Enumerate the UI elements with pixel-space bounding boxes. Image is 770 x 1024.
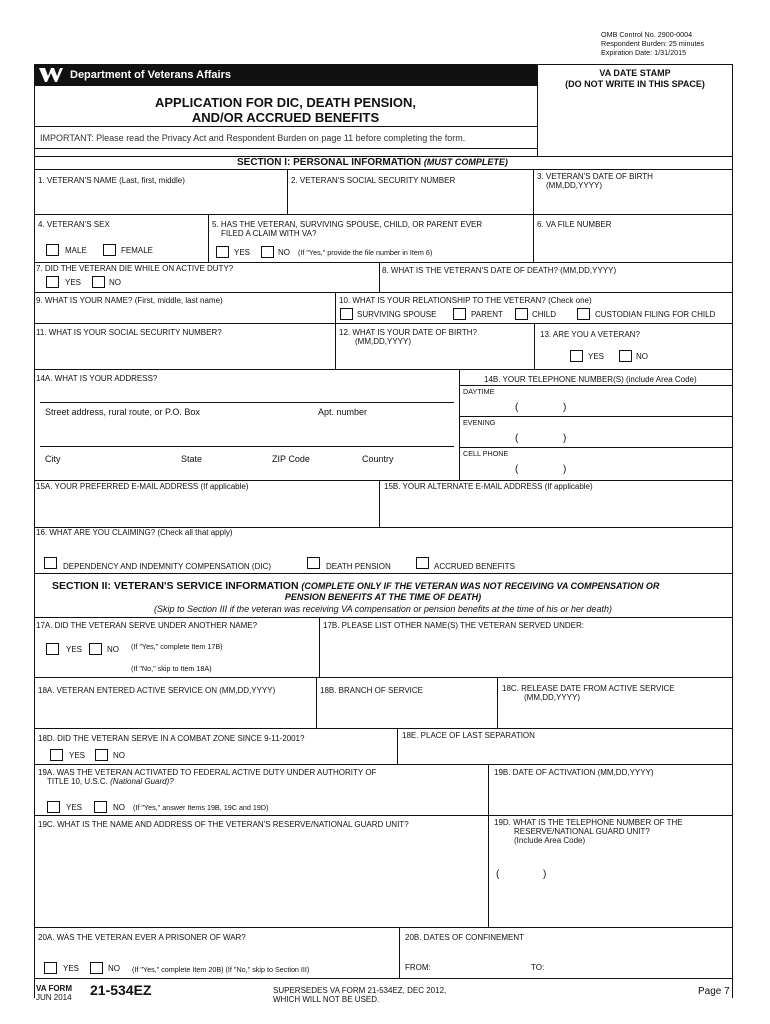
zip-code-caption: ZIP Code (272, 454, 310, 464)
other-service-names-field[interactable] (321, 632, 731, 676)
form-title-line1: APPLICATION FOR DIC, DEATH PENSION, (155, 95, 416, 110)
omb-respondent-burden: Respondent Burden: 25 minutes (601, 39, 705, 48)
daytime-paren-close: ) (563, 402, 567, 413)
item-4-label: 4. VETERAN'S SEX (38, 220, 110, 229)
item-17a-label: 17A. DID THE VETERAN SERVE UNDER ANOTHER NAME? (36, 621, 258, 630)
item-5-yes-checkbox[interactable] (216, 246, 229, 258)
item-17a-yes-label: YES (66, 645, 83, 654)
claimant-name-field[interactable] (35, 306, 333, 324)
veteran-name-field[interactable] (35, 190, 286, 213)
item-14a-label: 14A. WHAT IS YOUR ADDRESS? (36, 374, 158, 383)
parent-checkbox[interactable] (453, 308, 466, 320)
item-20b-label: 20B. DATES OF CONFINEMENT (405, 933, 524, 942)
release-date-field[interactable] (499, 704, 731, 726)
evening-label: EVENING (463, 418, 496, 427)
unit-phone-paren-close: ) (543, 869, 547, 880)
item-5-label: 5. HAS THE VETERAN, SURVIVING SPOUSE, CHILD, OR PARENT EVER (212, 220, 483, 229)
item-17b-label: 17B. PLEASE LIST OTHER NAME(S) THE VETERAN SERVED UNDER: (323, 621, 584, 630)
item-13-label: 13. ARE YOU A VETERAN? (540, 330, 640, 339)
item-5-note: (If "Yes," provide the file number in Item 6) (298, 248, 433, 257)
item-9-label: 9. WHAT IS YOUR NAME? (First, middle, last name) (36, 296, 223, 305)
footer-form-date: JUN 2014 (36, 993, 72, 1002)
section-1-must-complete: (MUST COMPLETE) (423, 157, 508, 167)
item-13-no-label: NO (636, 352, 648, 361)
daytime-phone-field[interactable] (461, 396, 731, 416)
city-caption: City (45, 454, 61, 464)
item-18d-yes-label: YES (69, 751, 86, 760)
branch-of-service-field[interactable] (318, 698, 496, 726)
item-19a-label: 19A. WAS THE VETERAN ACTIVATED TO FEDERAL ACTIVE DUTY UNDER AUTHORITY OF (38, 768, 377, 777)
section-2-title-note: (COMPLETE ONLY IF THE VETERAN WAS NOT RECEIVING VA COMPENSATION OR (301, 581, 660, 591)
item-12-format: (MM,DD,YYYY) (355, 337, 411, 346)
accrued-benefits-checkbox[interactable] (416, 557, 429, 569)
child-checkbox[interactable] (515, 308, 528, 320)
custodian-label: CUSTODIAN FILING FOR CHILD (595, 310, 716, 319)
item-6-label: 6. VA FILE NUMBER (537, 220, 612, 229)
va-date-stamp-area (538, 95, 732, 155)
item-19a-title-10: TITLE 10, U.S.C. (47, 777, 108, 786)
item-19a-yes-checkbox[interactable] (47, 801, 60, 813)
item-7-no-checkbox[interactable] (92, 276, 105, 288)
item-5-yes-label: YES (234, 248, 251, 257)
item-19b-label: 19B. DATE OF ACTIVATION (MM,DD,YYYY) (494, 768, 654, 777)
item-14b-label: 14B. YOUR TELEPHONE NUMBER(S) (include Area Code) (484, 375, 697, 384)
confinement-from-label: FROM: (405, 963, 431, 972)
daytime-paren-open: ( (515, 402, 519, 413)
item-19a-national-guard: (National Guard)? (110, 777, 174, 786)
important-notice: IMPORTANT: Please read the Privacy Act and Respondent Burden on page 11 before completing the form. (40, 133, 466, 143)
state-caption: State (181, 454, 203, 464)
item-18d-yes-checkbox[interactable] (50, 749, 63, 761)
item-19a-label-cont (47, 777, 174, 786)
claimant-ssn-field[interactable] (35, 340, 333, 368)
cell-phone-field[interactable] (461, 458, 731, 478)
item-17a-yes-note: (If "Yes," complete Item 17B) (131, 642, 223, 651)
item-20a-no-label: NO (108, 964, 120, 973)
evening-paren-close: ) (563, 433, 567, 444)
section-2-title-note-cont: PENSION BENEFITS AT THE TIME OF DEATH) (284, 592, 482, 602)
section-1-title (237, 157, 508, 169)
parent-label: PARENT (471, 310, 503, 319)
item-17a-no-label: NO (107, 645, 119, 654)
female-label: FEMALE (121, 246, 154, 255)
daytime-label: DAYTIME (463, 387, 495, 396)
apt-number-field[interactable] (314, 384, 454, 402)
alternate-email-field[interactable] (381, 494, 731, 526)
claimant-dob-field[interactable] (337, 348, 533, 368)
item-13-yes-checkbox[interactable] (570, 350, 583, 362)
item-19d-label: 19D. WHAT IS THE TELEPHONE NUMBER OF THE (494, 818, 683, 827)
veteran-ssn-field[interactable] (288, 190, 533, 213)
item-20a-yes-label: YES (63, 964, 80, 973)
va-date-stamp-note: (DO NOT WRITE IN THIS SPACE) (565, 79, 705, 89)
item-17a-no-checkbox[interactable] (89, 643, 102, 655)
item-13-yes-label: YES (588, 352, 605, 361)
item-3-format: (MM,DD,YYYY) (546, 181, 602, 190)
omb-control-number: OMB Control No. 2900-0004 (601, 30, 693, 39)
item-19d-area-code-note: (Include Area Code) (514, 836, 586, 845)
va-file-number-field[interactable] (535, 232, 731, 260)
item-17a-yes-checkbox[interactable] (46, 643, 59, 655)
item-3-label: 3. VETERAN'S DATE OF BIRTH (537, 172, 653, 181)
item-7-yes-label: YES (65, 278, 82, 287)
date-of-death-field[interactable] (380, 278, 731, 291)
item-19a-yes-label: YES (66, 803, 83, 812)
item-5-no-checkbox[interactable] (261, 246, 274, 258)
item-16-label: 16. WHAT ARE YOU CLAIMING? (Check all that apply) (36, 528, 233, 537)
footer-supersedes-cont: WHICH WILL NOT BE USED. (273, 995, 380, 1004)
item-19a-note: (If "Yes," answer Items 19B, 19C and 19D) (133, 803, 269, 812)
item-19c-label: 19C. WHAT IS THE NAME AND ADDRESS OF THE VETERAN'S RESERVE/NATIONAL GUARD UNIT? (38, 820, 409, 829)
item-8-label: 8. WHAT IS THE VETERAN'S DATE OF DEATH? (MM,DD,YYYY) (382, 266, 617, 275)
item-20a-yes-checkbox[interactable] (44, 962, 57, 974)
item-19d-label-cont: RESERVE/NATIONAL GUARD UNIT? (514, 827, 650, 836)
item-18e-label: 18E. PLACE OF LAST SEPARATION (402, 731, 535, 740)
item-17a-no-note: (If "No," skip to Item 18A) (131, 664, 212, 673)
item-2-label: 2. VETERAN'S SOCIAL SECURITY NUMBER (291, 176, 456, 185)
country-field[interactable] (358, 428, 454, 446)
item-5-label-cont: FILED A CLAIM WITH VA? (221, 229, 317, 238)
accrued-benefits-label: ACCRUED BENEFITS (434, 562, 515, 571)
section-2-title-text: SECTION II: VETERAN'S SERVICE INFORMATION (52, 580, 299, 592)
footer-page-number: Page 7 (698, 986, 730, 997)
item-18d-label: 18D. DID THE VETERAN SERVE IN A COMBAT ZONE SINCE 9-11-2001? (38, 734, 305, 743)
reserve-unit-phone-field[interactable] (490, 862, 731, 886)
footer-supersedes: SUPERSEDES VA FORM 21-534EZ, DEC 2012, (273, 986, 447, 995)
item-20a-no-checkbox[interactable] (90, 962, 103, 974)
confinement-from-field[interactable] (436, 958, 528, 976)
surviving-spouse-label: SURVIVING SPOUSE (357, 310, 437, 319)
footer-va-form-label: VA FORM (36, 984, 72, 993)
form-title-line2: AND/OR ACCRUED BENEFITS (191, 110, 380, 125)
item-10-label: 10. WHAT IS YOUR RELATIONSHIP TO THE VETERAN? (Check one) (339, 296, 592, 305)
item-1-label: 1. VETERAN'S NAME (Last, first, middle) (38, 176, 185, 185)
item-11-label: 11. WHAT IS YOUR SOCIAL SECURITY NUMBER? (36, 328, 222, 337)
country-caption: Country (362, 454, 394, 464)
footer-form-number: 21-534EZ (90, 982, 152, 998)
item-7-label: 7. DID THE VETERAN DIE WHILE ON ACTIVE DUTY? (36, 264, 234, 273)
item-18c-label: 18C. RELEASE DATE FROM ACTIVE SERVICE (502, 684, 675, 693)
unit-phone-paren-open: ( (496, 869, 500, 880)
street-address-field[interactable] (40, 384, 308, 402)
preferred-email-field[interactable] (35, 494, 378, 526)
item-18c-format: (MM,DD,YYYY) (524, 693, 580, 702)
item-20a-note: (If "Yes," complete Item 20B) (If "No," skip to Section III) (132, 965, 310, 974)
evening-phone-field[interactable] (461, 427, 731, 447)
entered-service-date-field[interactable] (35, 698, 315, 726)
cell-paren-open: ( (515, 464, 519, 475)
male-label: MALE (65, 246, 87, 255)
street-address-caption: Street address, rural route, or P.O. Box (45, 407, 200, 417)
omb-expiration-date: Expiration Date: 1/31/2015 (601, 48, 687, 57)
item-12-label: 12. WHAT IS YOUR DATE OF BIRTH? (339, 328, 477, 337)
zip-code-field[interactable] (264, 428, 354, 446)
confinement-to-label: TO: (531, 963, 545, 972)
surviving-spouse-checkbox[interactable] (340, 308, 353, 320)
item-18d-no-checkbox[interactable] (95, 749, 108, 761)
cell-phone-label: CELL PHONE (463, 449, 509, 458)
item-18d-no-label: NO (113, 751, 125, 760)
item-19a-no-checkbox[interactable] (94, 801, 107, 813)
va-seal-logo (38, 66, 64, 84)
section-1-title-text: SECTION I: PERSONAL INFORMATION (237, 157, 422, 168)
item-20a-label: 20A. WAS THE VETERAN EVER A PRISONER OF WAR? (38, 933, 246, 942)
death-pension-checkbox[interactable] (307, 557, 320, 569)
city-field[interactable] (40, 428, 190, 446)
apt-number-caption: Apt. number (318, 407, 368, 417)
item-15b-label: 15B. YOUR ALTERNATE E-MAIL ADDRESS (If applicable) (384, 482, 593, 491)
department-name: Department of Veterans Affairs (70, 69, 231, 81)
cell-paren-close: ) (563, 464, 567, 475)
item-5-no-label: NO (278, 248, 290, 257)
confinement-to-field[interactable] (548, 958, 728, 976)
place-of-separation-field[interactable] (399, 742, 731, 763)
item-18a-label: 18A. VETERAN ENTERED ACTIVE SERVICE ON (MM,DD,YYYY) (38, 686, 276, 695)
section-2-skip-note: (Skip to Section III if the veteran was receiving VA compensation or pension benefits at the time of his or her death) (154, 604, 612, 614)
veteran-dob-field[interactable] (535, 190, 731, 213)
item-18b-label: 18B. BRANCH OF SERVICE (320, 686, 423, 695)
dic-label: DEPENDENCY AND INDEMNITY COMPENSATION (DIC) (63, 562, 272, 571)
va-date-stamp-label: VA DATE STAMP (599, 68, 671, 78)
custodian-checkbox[interactable] (577, 308, 590, 320)
activation-date-field[interactable] (490, 780, 731, 814)
item-7-no-label: NO (109, 278, 121, 287)
child-label: CHILD (532, 310, 557, 319)
male-checkbox[interactable] (46, 244, 59, 256)
death-pension-label: DEATH PENSION (326, 562, 391, 571)
reserve-unit-address-field[interactable] (35, 832, 486, 926)
dic-checkbox[interactable] (44, 557, 57, 569)
state-field[interactable] (194, 428, 260, 446)
item-13-no-checkbox[interactable] (619, 350, 632, 362)
item-19a-no-label: NO (113, 803, 125, 812)
evening-paren-open: ( (515, 433, 519, 444)
female-checkbox[interactable] (103, 244, 116, 256)
item-15a-label: 15A. YOUR PREFERRED E-MAIL ADDRESS (If applicable) (36, 482, 249, 491)
item-7-yes-checkbox[interactable] (46, 276, 59, 288)
